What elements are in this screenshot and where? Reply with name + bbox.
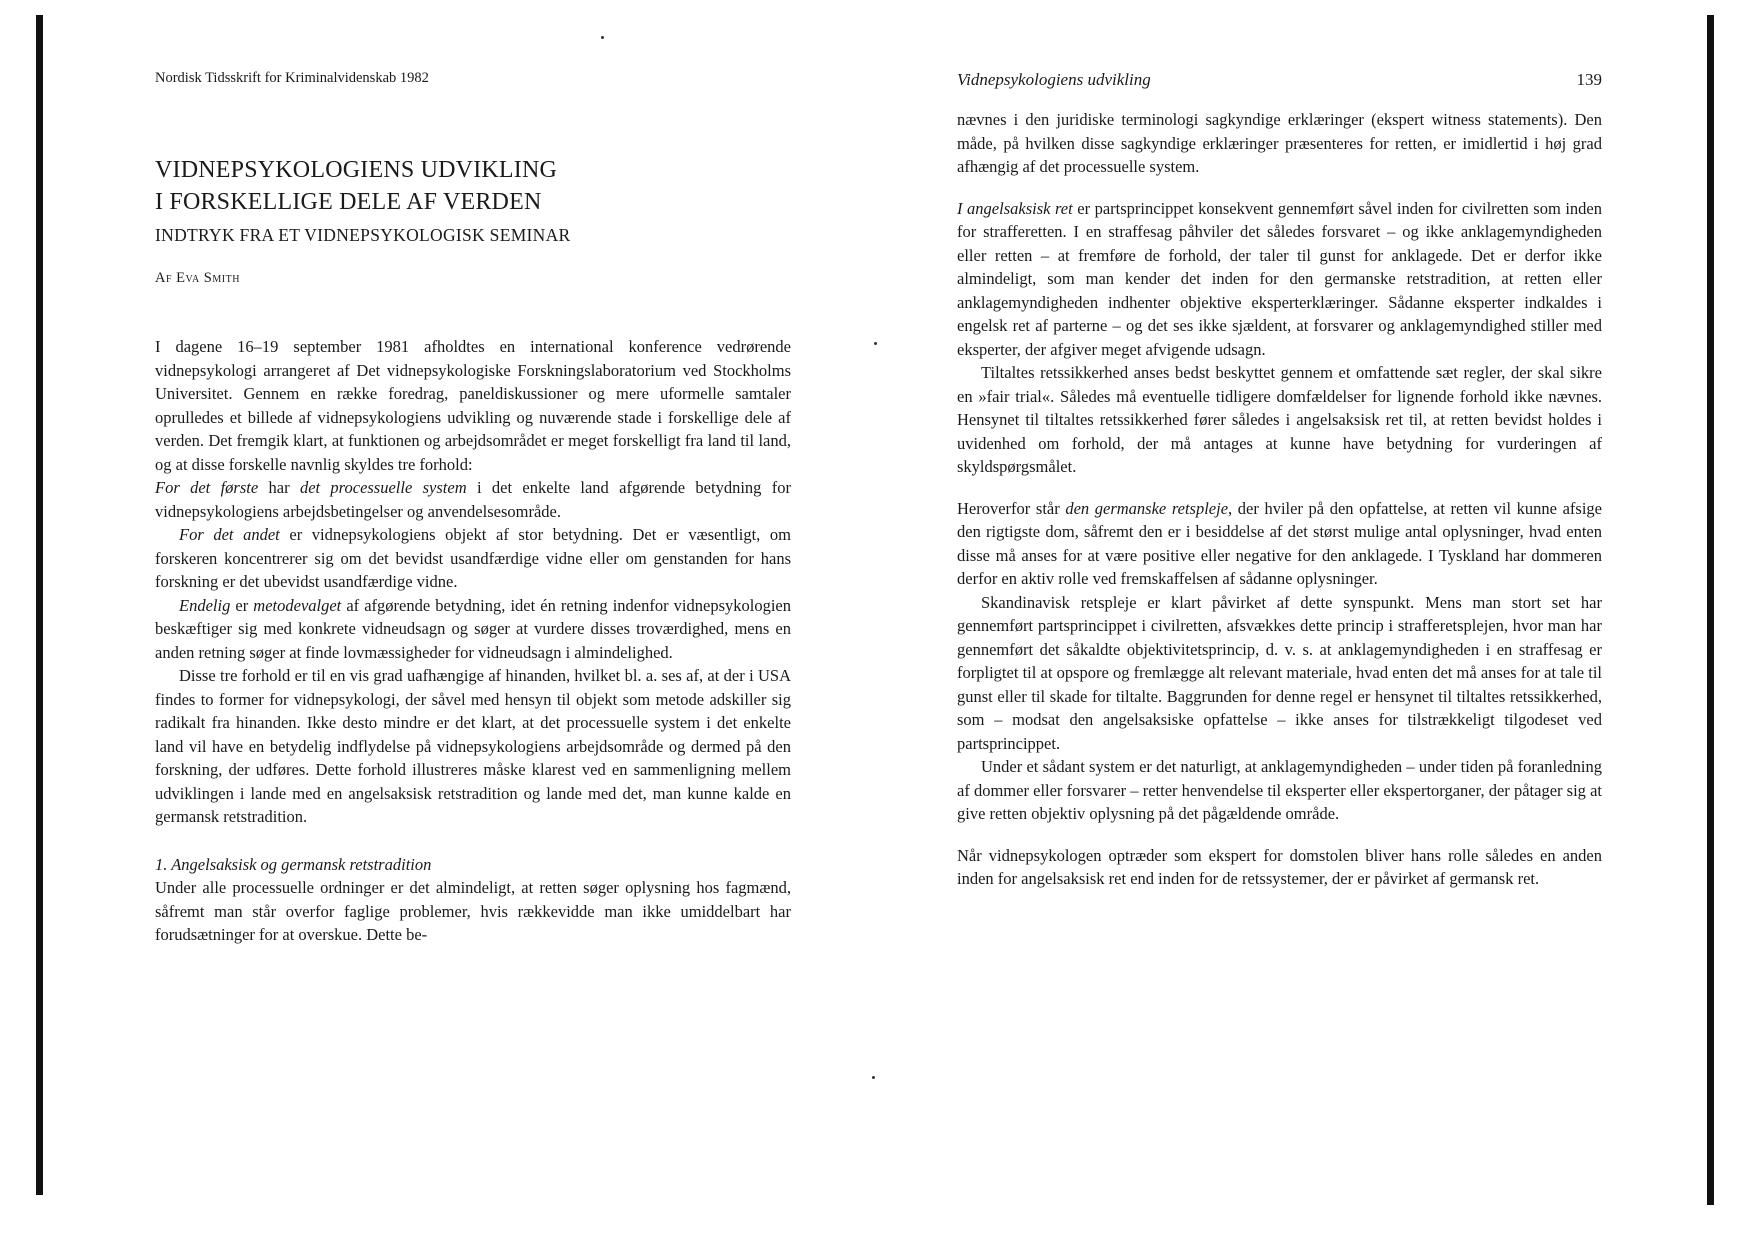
emphasis: For det andet xyxy=(179,525,280,544)
paragraph: I dagene 16–19 september 1981 afholdtes en international konference vedrørende vidnepsykologi arrangeret af Det vidnepsykologiske Forskningslaboratorium ved Stockholms Universitet. Gennem en række foredrag, paneldiskussioner og mere uformelle samtaler oprulledes et billede af vidnepsykologiens udvikling og nuværende stade i forskellige dele af verden. Det fremgik klart, at funktionen og arbejdsområdet er meget forskelligt fra land til land, og at disse forskelle navnlig skyldes tre forhold: xyxy=(155,337,791,474)
scan-speck xyxy=(601,36,604,39)
left-body-text xyxy=(155,335,791,947)
author-byline: Af Eva Smith xyxy=(155,270,240,286)
paragraph: Disse tre forhold er til en vis grad uafhængige af hinanden, hvilket bl. a. ses af, at der i USA findes to former for vidnepsykologi, der såvel med hensyn til objekt som metode adskiller sig radikalt fra hinanden. Ikke desto mindre er det klart, at det processuelle system i det enkelte land vil have en betydelig indflydelse på vidnepsykologiens arbejdsområde og dermed på den forskning, der udføres. Dette forhold illustreres måske klarest ved en sammenligning mellem udviklingen i lande med en angelsaksisk retstradition og lande med det, man kunne kalde en germansk retstradition. xyxy=(155,666,791,826)
emphasis: Endelig xyxy=(179,595,231,615)
paragraph: Heroverfor står den germanske retspleje, der hviler på den opfattelse, at retten vil kunne afsige den rigtigste dom, såfremt den er i besiddelse af det størst mulige antal oplysninger, hvad enten disse må anses for at være positive eller negative for den anklagede. I Tyskland har dommeren derfor en aktiv rolle ved fremskaffelsen af sådanne oplysninger. xyxy=(957,498,1602,588)
journal-title: Nordisk Tidsskrift for Kriminalvidenskab 1982 xyxy=(155,70,429,86)
paragraph: For det første har det processuelle system i det enkelte land afgørende betydning for vidnepsykologiens arbejdsbetingelser og anvendelsesområde. xyxy=(155,478,792,521)
article-title-line-2: I FORSKELLIGE DELE AF VERDEN xyxy=(155,189,542,215)
article-title-line-1: VIDNEPSYKOLOGIENS UDVIKLING xyxy=(155,157,558,183)
paragraph: Under et sådant system er det naturligt, at anklagemyndigheden – under tiden på foranledning af dommer eller forsvarer – retter henvendelse til eksperter eller ekspertorganer, der påtager sig at give retten objektiv oplysning på det pågældende område. xyxy=(957,757,1602,823)
paragraph: nævnes i den juridiske terminologi sagkyndige erklæringer (ekspert witness statements). Den måde, på hvilken disse sagkyndige erklæringer præsenteres for retten, er imidlertid i høj grad afhængig af det processuelle system. xyxy=(957,110,1602,176)
emphasis: den germanske retspleje xyxy=(1065,498,1229,518)
right-running-head xyxy=(957,70,1602,94)
paragraph: I angelsaksisk ret er partsprincippet konsekvent gennemført såvel inden for civilretten som inden for strafferetten. I en straffesag påhviler det således forsvaret – og ikke anklagemyndigheden eller retten – at fremføre de forhold, der taler til gunst for anklagede. Det er derfor ikke almindeligt, som man kender det inden for den germanske retstradition, at retten eller anklagemyndigheden indhenter objektive eksperterklæringer. Sådanne eksperter indkaldes i engelsk ret af parterne – og det ses ikke sjældent, at forsvarer og anklagemyndighed stiller med eksperter, der afgiver meget afvigende udsagn. xyxy=(957,198,1602,359)
paragraph: Skandinavisk retspleje er klart påvirket af dette synspunkt. Mens man stort set har gennemført partsprincippet i civilretten, afsvækkes dette princip i strafferetsplejen, hvor man har gennemført det såkaldte objektivitetsprincip, d. v. s. at anklagemyndigheden i en straffesag er forpligtet til at opspore og fremlægge alt relevant materiale, hvad enten det må anses for at tale til gunst eller til skade for tiltalte. Baggrunden for denne regel er hensynet til tiltaltes retssikkerhed, som – modsat den angelsaksiske opfattelse – ikke anses for tilstrækkeligt tilgodeset ved partsprincippet. xyxy=(957,592,1602,753)
paragraph: Når vidnepsykologen optræder som ekspert for domstolen bliver hans rolle således en anden inden for angelsaksisk ret end inden for de retssystemer, der er påvirket af germansk ret. xyxy=(957,845,1602,888)
emphasis: metodevalget xyxy=(253,595,342,615)
running-title: Vidnepsykologiens udvikling xyxy=(957,70,1151,89)
paragraph: Endelig er metodevalget af afgørende betydning, idet én retning indenfor vidnepsykologien beskæftiger sig med konkrete vidneudsagn og søger at vurdere disses troværdighed, mens en anden retning søger at finde lovmæssigheder for vidneudsagn i almindelighed. xyxy=(155,595,791,662)
scan-speck xyxy=(874,342,877,345)
article-subtitle: INDTRYK FRA ET VIDNEPSYKOLOGISK SEMINAR xyxy=(155,225,571,245)
paragraph: Under alle processuelle ordninger er det almindeligt, at retten søger oplysning hos fagmænd, såfremt man står overfor faglige problemer, hvis rækkevidde man ikke umiddelbart har forudsætninger for at overskue. Dette be- xyxy=(155,878,791,944)
left-running-head xyxy=(155,70,791,94)
paragraph: For det andet er vidnepsykologiens objekt af stor betydning. Det er væsentligt, om forskeren koncentrerer sig om det bevidst usandfærdige vidne eller om genstanden for hans forskning er det ubevidst usandfærdige vidne. xyxy=(155,525,791,591)
scan-speck xyxy=(872,1076,875,1079)
right-page xyxy=(957,70,1602,891)
paragraph: Tiltaltes retssikkerhed anses bedst beskyttet gennem et omfattende sæt regler, der skal sikre en »fair trial«. Således må eventuelle tidligere domfældelser for lignende forhold ikke nævnes. Hensynet til tiltaltes retssikkerhed fører således i angelsaksisk ret til, at retten bevidst holdes i uvidenhed om forhold, der må antages at kunne have betydning for vurderingen af skyldspørgsmålet. xyxy=(957,363,1602,476)
emphasis: det processuelle system xyxy=(299,478,467,497)
right-body-text xyxy=(957,108,1602,891)
left-page xyxy=(155,70,791,947)
right-scan-edge xyxy=(1707,15,1714,1205)
section-heading: 1. Angelsaksisk og germansk retstradition xyxy=(155,854,432,874)
left-scan-edge xyxy=(36,15,43,1195)
emphasis: For det første xyxy=(155,478,259,497)
page-number: 139 xyxy=(1576,70,1602,89)
emphasis: I angelsaksisk ret xyxy=(957,198,1073,218)
